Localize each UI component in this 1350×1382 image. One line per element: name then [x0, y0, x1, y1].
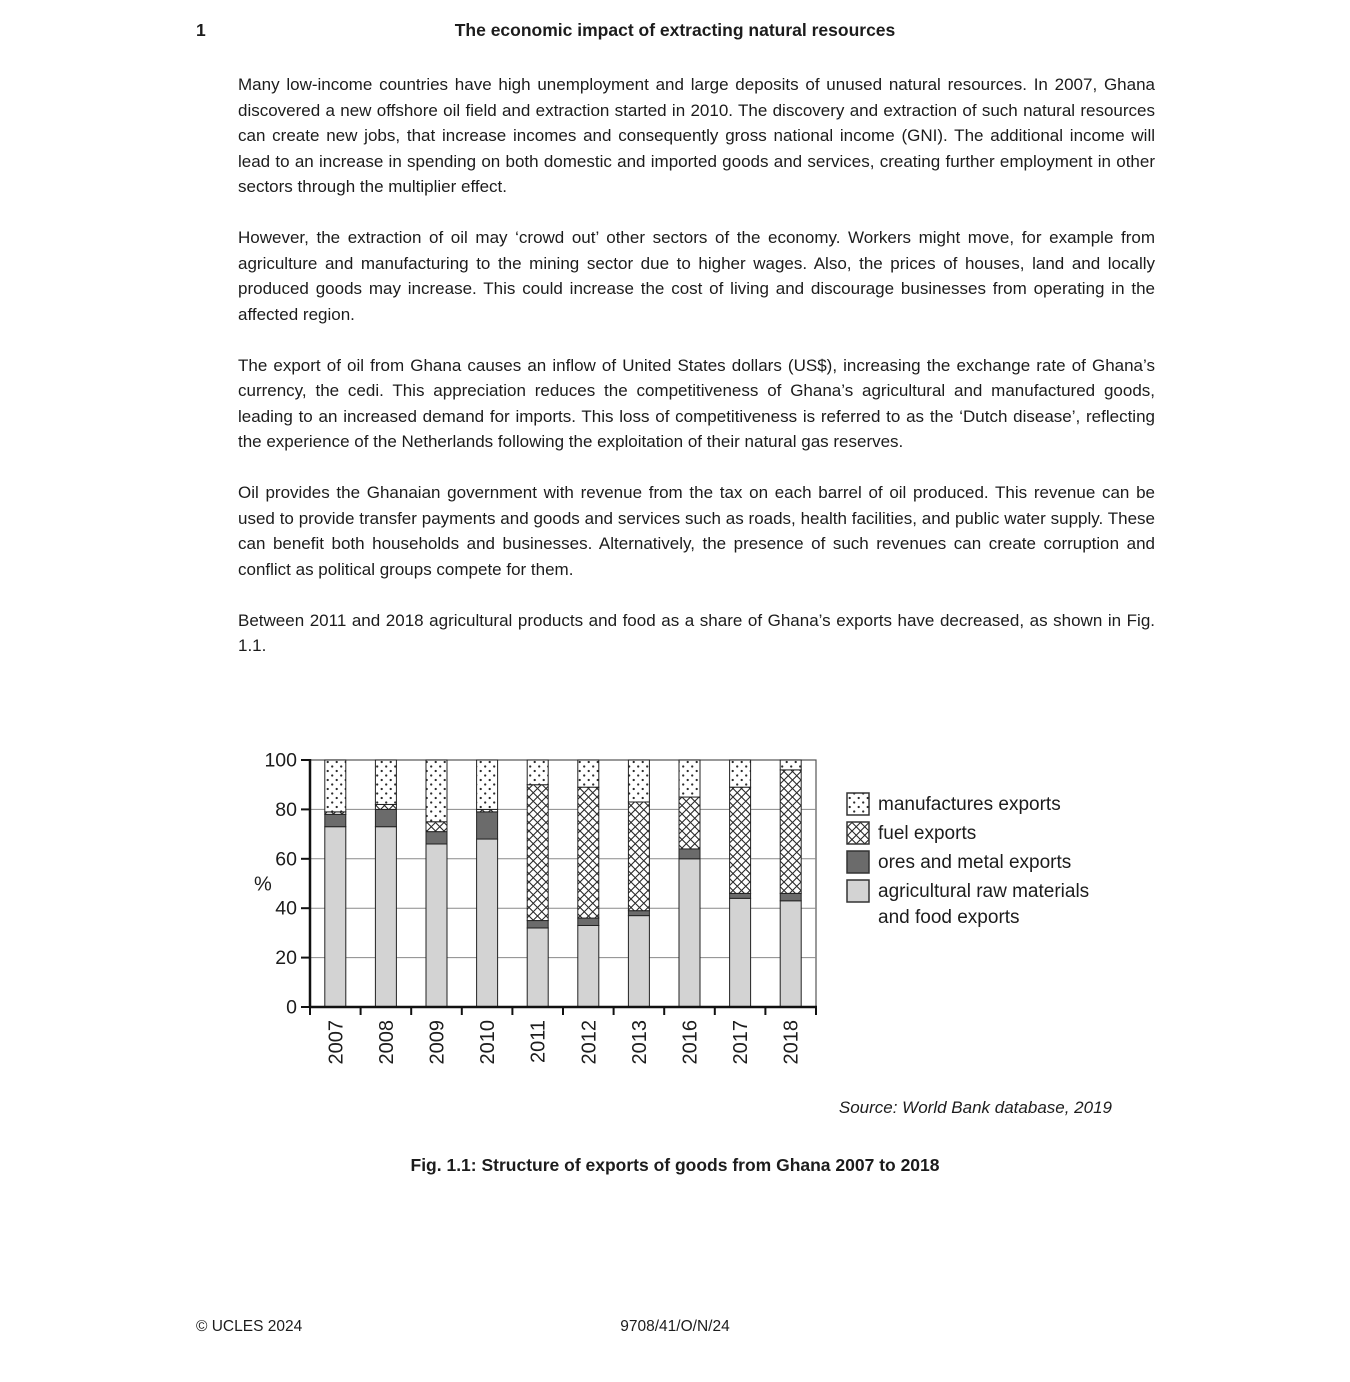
x-tick-label: 2017	[730, 1020, 753, 1065]
paragraph-3: The export of oil from Ghana causes an inflow of United States dollars (US$), increasing the exchange rate of Ghana’s currency, the cedi. This appreciation reduces the competitiveness of Ghana’s agricultural and manufactured goods, leading to an increased demand for imports. This loss of competitiveness is referred to as the ‘Dutch disease’, reflecting the experience of the Netherlands following the exploitation of their natural gas reserves.	[238, 355, 1155, 451]
x-tick-label: 2016	[679, 1020, 702, 1065]
export-structure-chart	[240, 746, 1340, 1086]
bar-segment-2017-light-gray	[730, 898, 751, 1007]
paragraph-4: Oil provides the Ghanaian government with revenue from the tax on each barrel of oil produced. This revenue can be used to provide transfer payments and goods and services such as roads, health facilities, and public water supply. These can benefit both households and businesses. Alternatively, the presence of such revenues can create corruption and conflict as political groups compete for them.	[238, 483, 1155, 579]
bar-segment-2017-dots	[730, 760, 751, 787]
y-tick-label: 40	[275, 897, 297, 920]
x-tick-label: 2007	[325, 1020, 348, 1065]
page-header	[0, 20, 1350, 41]
bar-segment-2007-dots	[325, 760, 346, 812]
x-tick-label: 2013	[628, 1020, 651, 1065]
source-line: Source: World Bank database, 2019	[838, 1098, 1112, 1117]
bar-segment-2016-light-gray	[679, 859, 700, 1007]
bar-segment-2011-crosshatch	[527, 785, 548, 921]
legend-label-line2: and food exports	[878, 907, 1020, 928]
body-text	[238, 72, 1155, 684]
bar-segment-2012-light-gray	[578, 925, 599, 1007]
bar-segment-2008-crosshatch	[375, 804, 396, 809]
bar-segment-2009-dots	[426, 760, 447, 822]
x-tick-label: 2011	[527, 1020, 550, 1064]
x-tick-label: 2018	[780, 1020, 803, 1065]
bar-segment-2012-crosshatch	[578, 787, 599, 918]
bar-segment-2018-crosshatch	[780, 770, 801, 894]
legend	[847, 793, 1089, 928]
chart-svg	[240, 746, 1240, 1086]
bar-segment-2018-dark-gray	[780, 893, 801, 900]
copyright-notice: © UCLES 2024	[196, 1318, 303, 1335]
x-tick-label: 2008	[375, 1020, 398, 1065]
bar-segment-2008-dark-gray	[375, 809, 396, 826]
bar-segment-2007-light-gray	[325, 827, 346, 1007]
bar-segment-2016-dark-gray	[679, 849, 700, 859]
bar-segment-2017-dark-gray	[730, 893, 751, 898]
bar-segment-2008-dots	[375, 760, 396, 804]
legend-swatch-light-gray	[847, 880, 869, 902]
bar-segment-2011-dark-gray	[527, 921, 548, 928]
bar-segment-2008-light-gray	[375, 827, 396, 1007]
bar-segment-2011-dots	[527, 760, 548, 785]
paragraph-5: Between 2011 and 2018 agricultural products and food as a share of Ghana’s exports have decreased, as shown in Fig. 1.1.	[238, 610, 1155, 655]
x-tick-label: 2009	[426, 1020, 449, 1065]
legend-label: manufactures exports	[878, 794, 1061, 815]
legend-swatch-crosshatch	[847, 822, 869, 844]
legend-label: agricultural raw materials	[878, 881, 1090, 902]
x-tick-label: 2010	[477, 1020, 500, 1065]
bar-segment-2010-light-gray	[477, 839, 498, 1007]
bar-segment-2017-crosshatch	[730, 787, 751, 893]
bar-segment-2009-crosshatch	[426, 822, 447, 832]
paragraph-1: Many low-income countries have high unemployment and large deposits of unused natural resources. In 2007, Ghana discovered a new offshore oil field and extraction started in 2010. The discovery and extraction of such natural resources can create new jobs, that increase incomes and consequently gross national income (GNI). The additional income will lead to an increase in spending on both domestic and imported goods and services, creating further employment in other sectors through the multiplier effect.	[238, 75, 1155, 196]
bar-segment-2010-dots	[477, 760, 498, 809]
legend-label: ores and metal exports	[878, 852, 1072, 873]
y-tick-label: 80	[275, 798, 297, 821]
bar-segment-2013-light-gray	[628, 916, 649, 1007]
legend-swatch-dark-gray	[847, 851, 869, 873]
bar-segment-2016-dots	[679, 760, 700, 797]
bar-segment-2012-dots	[578, 760, 599, 787]
y-tick-label: 60	[275, 848, 297, 871]
bar-segment-2011-light-gray	[527, 928, 548, 1007]
paper-code: 9708/41/O/N/24	[620, 1318, 730, 1335]
bar-segment-2009-light-gray	[426, 844, 447, 1007]
bar-segment-2007-dark-gray	[325, 814, 346, 826]
page-title: The economic impact of extracting natural resources	[454, 20, 896, 40]
bar-segment-2013-dots	[628, 760, 649, 802]
bar-segment-2016-crosshatch	[679, 797, 700, 849]
bar-segment-2018-light-gray	[780, 901, 801, 1007]
y-tick-label: 20	[275, 947, 297, 970]
y-tick-label: 100	[264, 749, 297, 772]
x-tick-label: 2012	[578, 1020, 601, 1065]
legend-swatch-dots	[847, 793, 869, 815]
y-axis-label: %	[254, 873, 272, 896]
page-footer	[0, 1318, 1350, 1336]
bar-segment-2012-dark-gray	[578, 918, 599, 925]
paragraph-2: However, the extraction of oil may ‘crowd out’ other sectors of the economy. Workers might move, for example from agriculture and manufacturing to the mining sector due to higher wages. Also, the prices of houses, land and locally produced goods may increase. This could increase the cost of living and discourage businesses from operating in the affected region.	[238, 228, 1155, 324]
figure-caption: Fig. 1.1: Structure of exports of goods from Ghana 2007 to 2018	[410, 1155, 940, 1175]
question-number: 1	[196, 20, 206, 40]
bar-segment-2009-dark-gray	[426, 832, 447, 844]
y-tick-label: 0	[286, 996, 297, 1019]
bar-segment-2013-crosshatch	[628, 802, 649, 911]
bar-segment-2018-dots	[780, 760, 801, 770]
bar-segment-2013-dark-gray	[628, 911, 649, 916]
bar-segment-2010-dark-gray	[477, 812, 498, 839]
legend-label: fuel exports	[878, 823, 977, 844]
